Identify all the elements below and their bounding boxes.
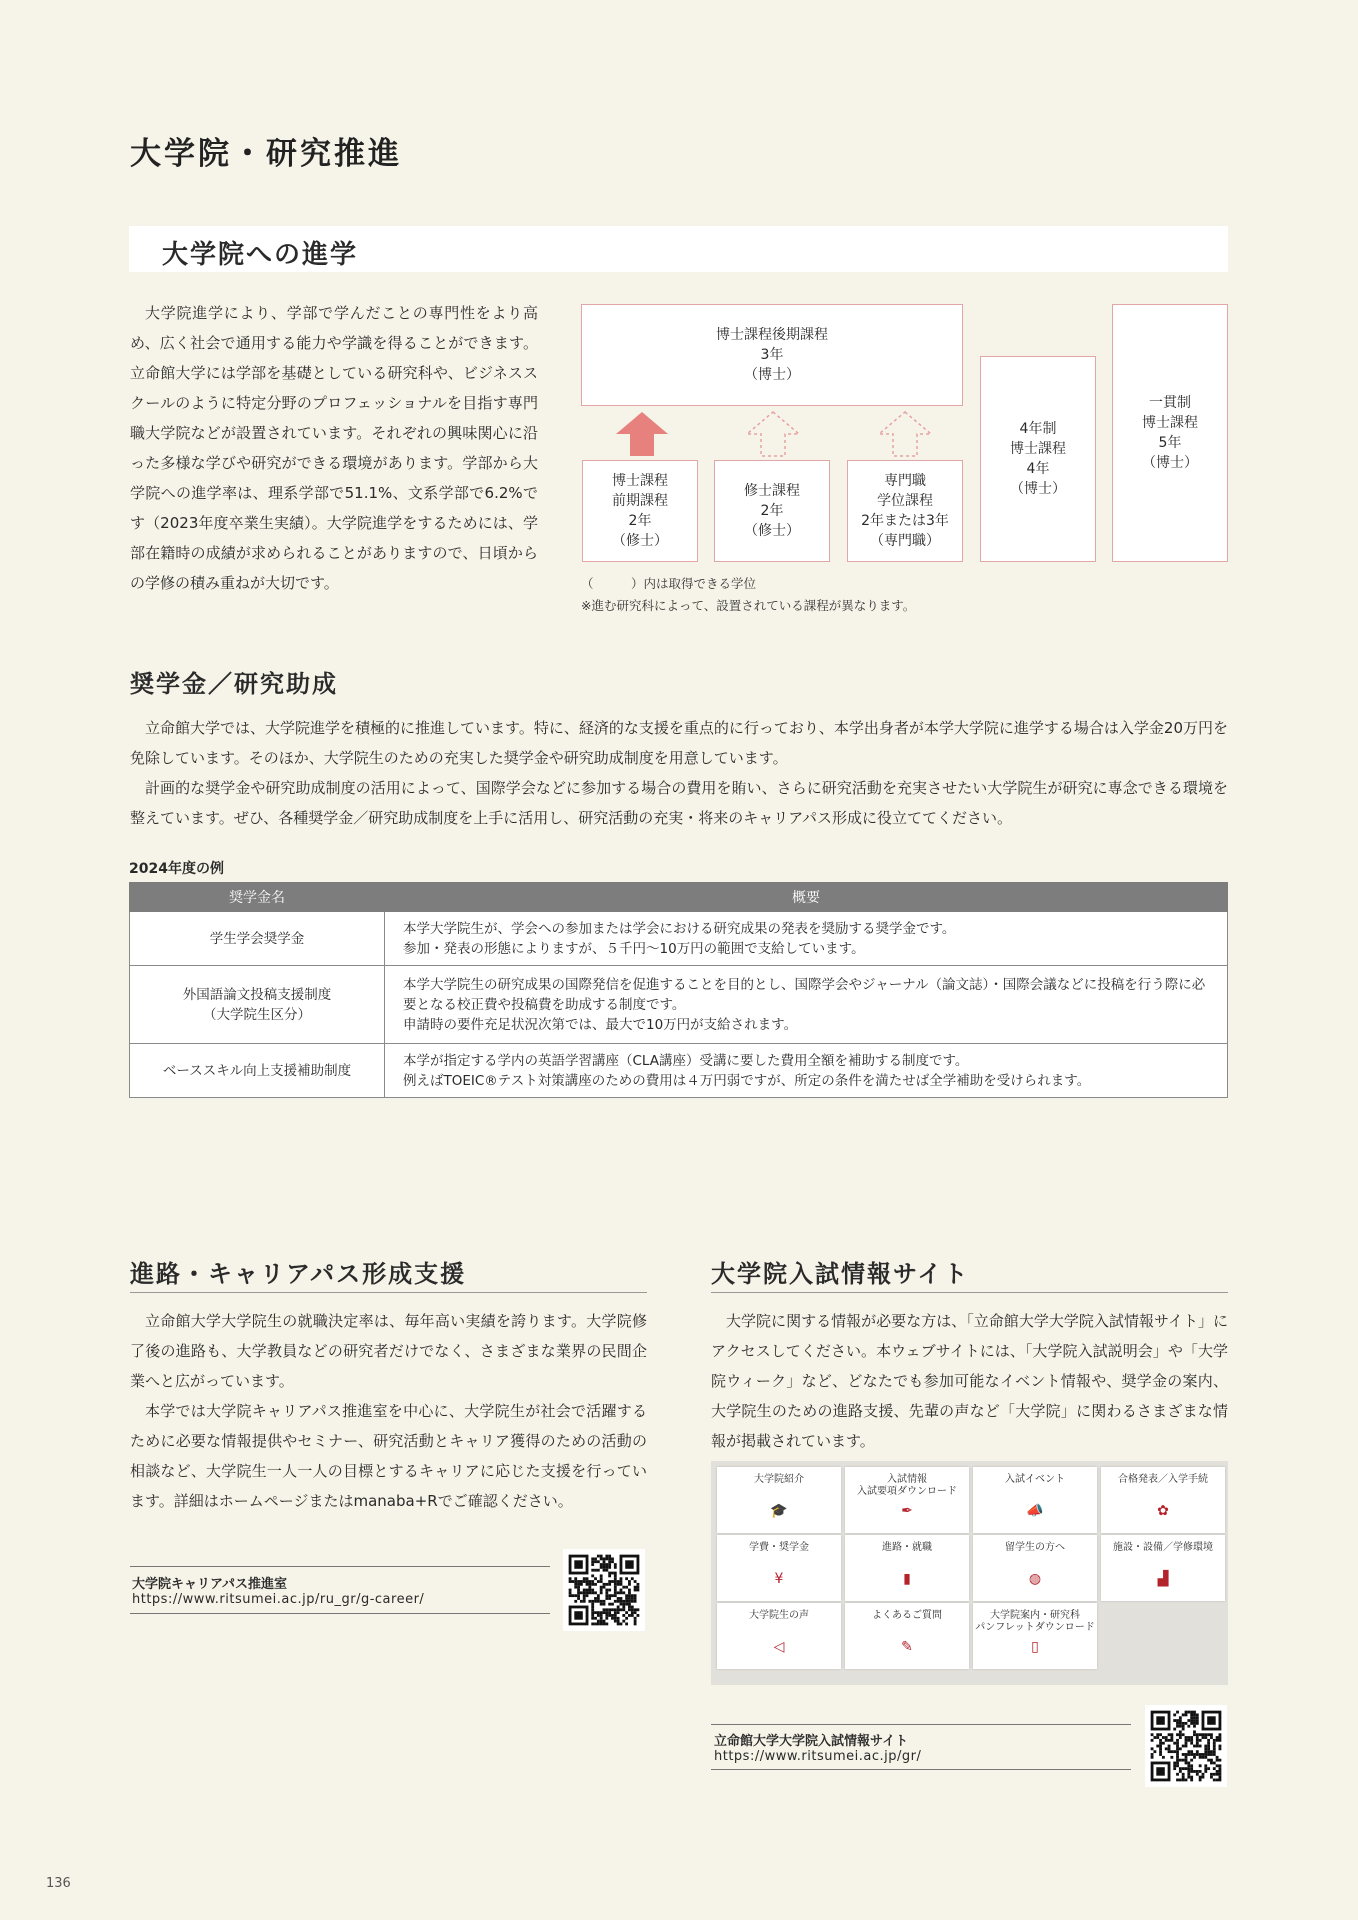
globe-icon: ◍	[1028, 1571, 1042, 1587]
box-line: 2年	[628, 513, 652, 529]
clip-icon: ✎	[901, 1639, 913, 1655]
table-cell-summary	[385, 966, 1228, 1044]
table-caption: 2024年度の例	[129, 861, 224, 877]
box-line: 一貫制	[1149, 395, 1191, 411]
section-heading-admission-site: 大学院入試情報サイト	[711, 1260, 970, 1288]
section-heading-band	[129, 226, 1228, 272]
pen-icon: ✒	[901, 1503, 913, 1519]
arrow-dashed-up-icon	[877, 410, 933, 458]
table-cell-name	[130, 912, 385, 966]
box-line: 4年制	[1019, 421, 1057, 437]
site-tile[interactable]	[845, 1603, 969, 1669]
speaker-icon: ◁	[773, 1639, 785, 1655]
box-line: （博士）	[744, 367, 800, 383]
cell-line: 参加・発表の形態によりますが、５千円〜10万円の範囲で支給しています。	[403, 940, 865, 957]
section-heading-career: 進路・キャリアパス形成支援	[130, 1260, 467, 1288]
site-tile-label: 入試情報 入試要項ダウンロード	[857, 1474, 957, 1497]
site-tile-label: よくあるご質問	[872, 1610, 942, 1621]
cell-line: 学生学会奨学金	[209, 930, 305, 947]
career-office-name: 大学院キャリアパス推進室	[132, 1577, 287, 1592]
cell-line: 申請時の要件充足状況次第では、最大で10万円が支給されます。	[403, 1016, 798, 1033]
box-four-year-doctor	[980, 356, 1096, 562]
table-header-row	[130, 883, 1228, 912]
qr-code-icon[interactable]	[1145, 1705, 1227, 1787]
table-header-summary: 概要	[385, 883, 1228, 912]
building-icon: ▟	[1157, 1571, 1169, 1587]
page-title: 大学院・研究推進	[130, 136, 402, 172]
yen-icon: ¥	[774, 1571, 784, 1587]
box-line: 専門職	[884, 473, 926, 489]
arrow-dashed-up-icon	[745, 410, 801, 458]
divider	[130, 1566, 550, 1567]
intro-paragraph: 大学院進学により、学部で学んだことの専門性をより高め、広く社会で通用する能力や学識を得ることができます。立命館大学には学部を基礎としている研究科や、ビジネススクールのように特定分野のプロフェッショナルを目指す専門職大学院などが設置されています。それぞれの興味関心に沿った多様な学びや研究ができる環境があります。学部から大学院への進学率は、理系学部で51.1%、文系学部で6.2%です（2023年度卒業生実績）。大学院進学をするためには、学部在籍時の成績が求められることがありますので、日頃からの学修の積み重ねが大切です。	[130, 304, 538, 592]
box-professional	[847, 460, 963, 562]
divider	[711, 1769, 1131, 1770]
site-tile-label: 大学院生の声	[749, 1610, 809, 1621]
table-row	[130, 966, 1228, 1044]
admission-body	[711, 1306, 1228, 1456]
box-line: 博士課程後期課程	[716, 327, 828, 343]
admission-site-screenshot	[711, 1461, 1228, 1685]
graduation-cap-icon: 🎓	[770, 1503, 788, 1519]
site-tile[interactable]	[845, 1467, 969, 1533]
career-body	[130, 1306, 647, 1516]
box-line: 3年	[760, 347, 784, 363]
box-line: 博士課程	[1142, 415, 1198, 431]
table-cell-name	[130, 1044, 385, 1098]
divider	[711, 1292, 1228, 1293]
section-heading-graduate-school: 大学院への進学	[162, 240, 359, 270]
section-heading-scholarship: 奨学金／研究助成	[130, 670, 338, 698]
table-cell-summary	[385, 1044, 1228, 1098]
box-line: （博士）	[1142, 455, 1198, 471]
box-line: （博士）	[1010, 481, 1066, 497]
site-tile[interactable]	[845, 1535, 969, 1601]
table-row	[130, 1044, 1228, 1098]
site-tile-label: 施設・設備／学修環境	[1113, 1542, 1213, 1553]
cell-line: 外国語論文投稿支援制度	[182, 986, 332, 1003]
cell-line: 本学大学院生の研究成果の国際発信を促進することを目的とし、国際学会やジャーナル（論文誌）・国際会議などに投稿を行う際に必要となる校正費や投稿費を助成する制度です。	[403, 976, 1206, 1013]
cell-line: ベーススキル向上支援補助制度	[162, 1062, 352, 1079]
page-number: 136	[46, 1876, 71, 1891]
box-line: （修士）	[744, 523, 800, 539]
box-doctor-late	[581, 304, 963, 406]
career-url-link[interactable]: https://www.ritsumei.ac.jp/ru_gr/g-career/	[132, 1592, 425, 1607]
table-row	[130, 912, 1228, 966]
site-tile[interactable]	[717, 1603, 841, 1669]
career-paragraph-1: 立命館大学大学院生の就職決定率は、毎年高い実績を誇ります。大学院修了後の進路も、大学教員などの研究者だけでなく、さまざまな業界の民間企業へと広がっています。	[130, 1312, 647, 1390]
site-tile-label: 学費・奨学金	[749, 1542, 809, 1553]
box-integrated-doctor	[1112, 304, 1228, 562]
box-line: 5年	[1158, 435, 1182, 451]
site-tile-label: 入試イベント	[1005, 1474, 1065, 1485]
site-tile-label: 進路・就職	[882, 1542, 932, 1553]
admission-url-link[interactable]: https://www.ritsumei.ac.jp/gr/	[714, 1749, 922, 1764]
diagram-note-star: ※進む研究科によって、設置されている課程が異なります。	[581, 598, 916, 613]
box-line: 2年	[760, 503, 784, 519]
site-tile[interactable]	[973, 1603, 1097, 1669]
box-line: （修士）	[612, 533, 668, 549]
box-line: 前期課程	[612, 493, 668, 509]
scholarship-body	[130, 713, 1228, 833]
site-tile[interactable]	[1101, 1467, 1225, 1533]
site-tile[interactable]	[717, 1535, 841, 1601]
box-line: （専門職）	[870, 533, 940, 549]
box-line: 博士課程	[612, 473, 668, 489]
site-tile-label: 大学院案内・研究科 パンフレットダウンロード	[975, 1610, 1095, 1633]
box-line: 博士課程	[1010, 441, 1066, 457]
box-line: 2年または3年	[861, 513, 949, 529]
site-tile[interactable]	[1101, 1535, 1225, 1601]
site-tile[interactable]	[973, 1535, 1097, 1601]
box-master	[714, 460, 830, 562]
scholarship-paragraph-2: 計画的な奨学金や研究助成制度の活用によって、国際学会などに参加する場合の費用を賄い、さらに研究活動を充実させたい大学院生が研究に専念できる環境を整えています。ぜひ、各種奨学金／研究助成制度を上手に活用し、研究活動の充実・将来のキャリアパス形成に役立ててください。	[130, 779, 1228, 827]
qr-code-icon[interactable]	[563, 1549, 645, 1631]
divider	[711, 1724, 1131, 1725]
arrow-solid-up-icon	[614, 410, 670, 458]
cell-line: （大学院生区分）	[203, 1006, 311, 1023]
site-tile-label: 大学院紹介	[754, 1474, 804, 1485]
site-tile-label: 合格発表／入学手続	[1118, 1474, 1208, 1485]
scholarship-paragraph-1: 立命館大学では、大学院進学を積極的に推進しています。特に、経済的な支援を重点的に行っており、本学出身者が本学大学院に進学する場合は入学金20万円を免除しています。そのほか、大学院生のための充実した奨学金や研究助成制度を用意しています。	[130, 719, 1228, 767]
diagram-note-paren: （ ）内は取得できる学位	[581, 576, 757, 591]
table-cell-summary	[385, 912, 1228, 966]
divider	[130, 1292, 647, 1293]
box-line: 修士課程	[744, 483, 800, 499]
site-tile[interactable]	[973, 1467, 1097, 1533]
megaphone-icon: 📣	[1026, 1503, 1044, 1519]
box-doctor-early	[582, 460, 698, 562]
career-paragraph-2: 本学では大学院キャリアパス推進室を中心に、大学院生が社会で活躍するために必要な情報提供やセミナー、研究活動とキャリア獲得のための活動の相談など、大学院生一人一人の目標とするキャリアに応じた支援を行っています。詳細はホームページまたはmanaba+Rでご確認ください。	[130, 1402, 647, 1510]
site-tile[interactable]	[717, 1467, 841, 1533]
admission-site-name: 立命館大学大学院入試情報サイト	[714, 1734, 909, 1749]
cell-line: 本学が指定する学内の英語学習講座（CLA講座）受講に要した費用全額を補助する制度です。	[403, 1052, 969, 1069]
table-header-name: 奨学金名	[130, 883, 385, 912]
table-cell-name	[130, 966, 385, 1044]
cell-line: 例えばTOEIC®テスト対策講座のための費用は４万円弱ですが、所定の条件を満たせば全学補助を受けられます。	[403, 1072, 1091, 1089]
site-tile-label: 留学生の方へ	[1005, 1542, 1065, 1553]
divider	[130, 1613, 550, 1614]
admission-paragraph: 大学院に関する情報が必要な方は、「立命館大学大学院入試情報サイト」にアクセスしてください。本ウェブサイトには、「大学院入試説明会」や「大学院ウィーク」など、どなたでも参加可能なイベント情報や、奨学金の案内、大学院生のための進路支援、先輩の声など「大学院」に関わるさまざまな情報が掲載されています。	[711, 1312, 1228, 1450]
box-line: 4年	[1026, 461, 1050, 477]
tie-icon: ▮	[903, 1571, 911, 1587]
cell-line: 本学大学院生が、学会への参加または学会における研究成果の発表を奨励する奨学金です。	[403, 920, 956, 937]
box-line: 学位課程	[877, 493, 933, 509]
book-icon: ▯	[1031, 1639, 1039, 1655]
flower-icon: ✿	[1157, 1503, 1169, 1519]
scholarship-table	[129, 882, 1228, 1098]
